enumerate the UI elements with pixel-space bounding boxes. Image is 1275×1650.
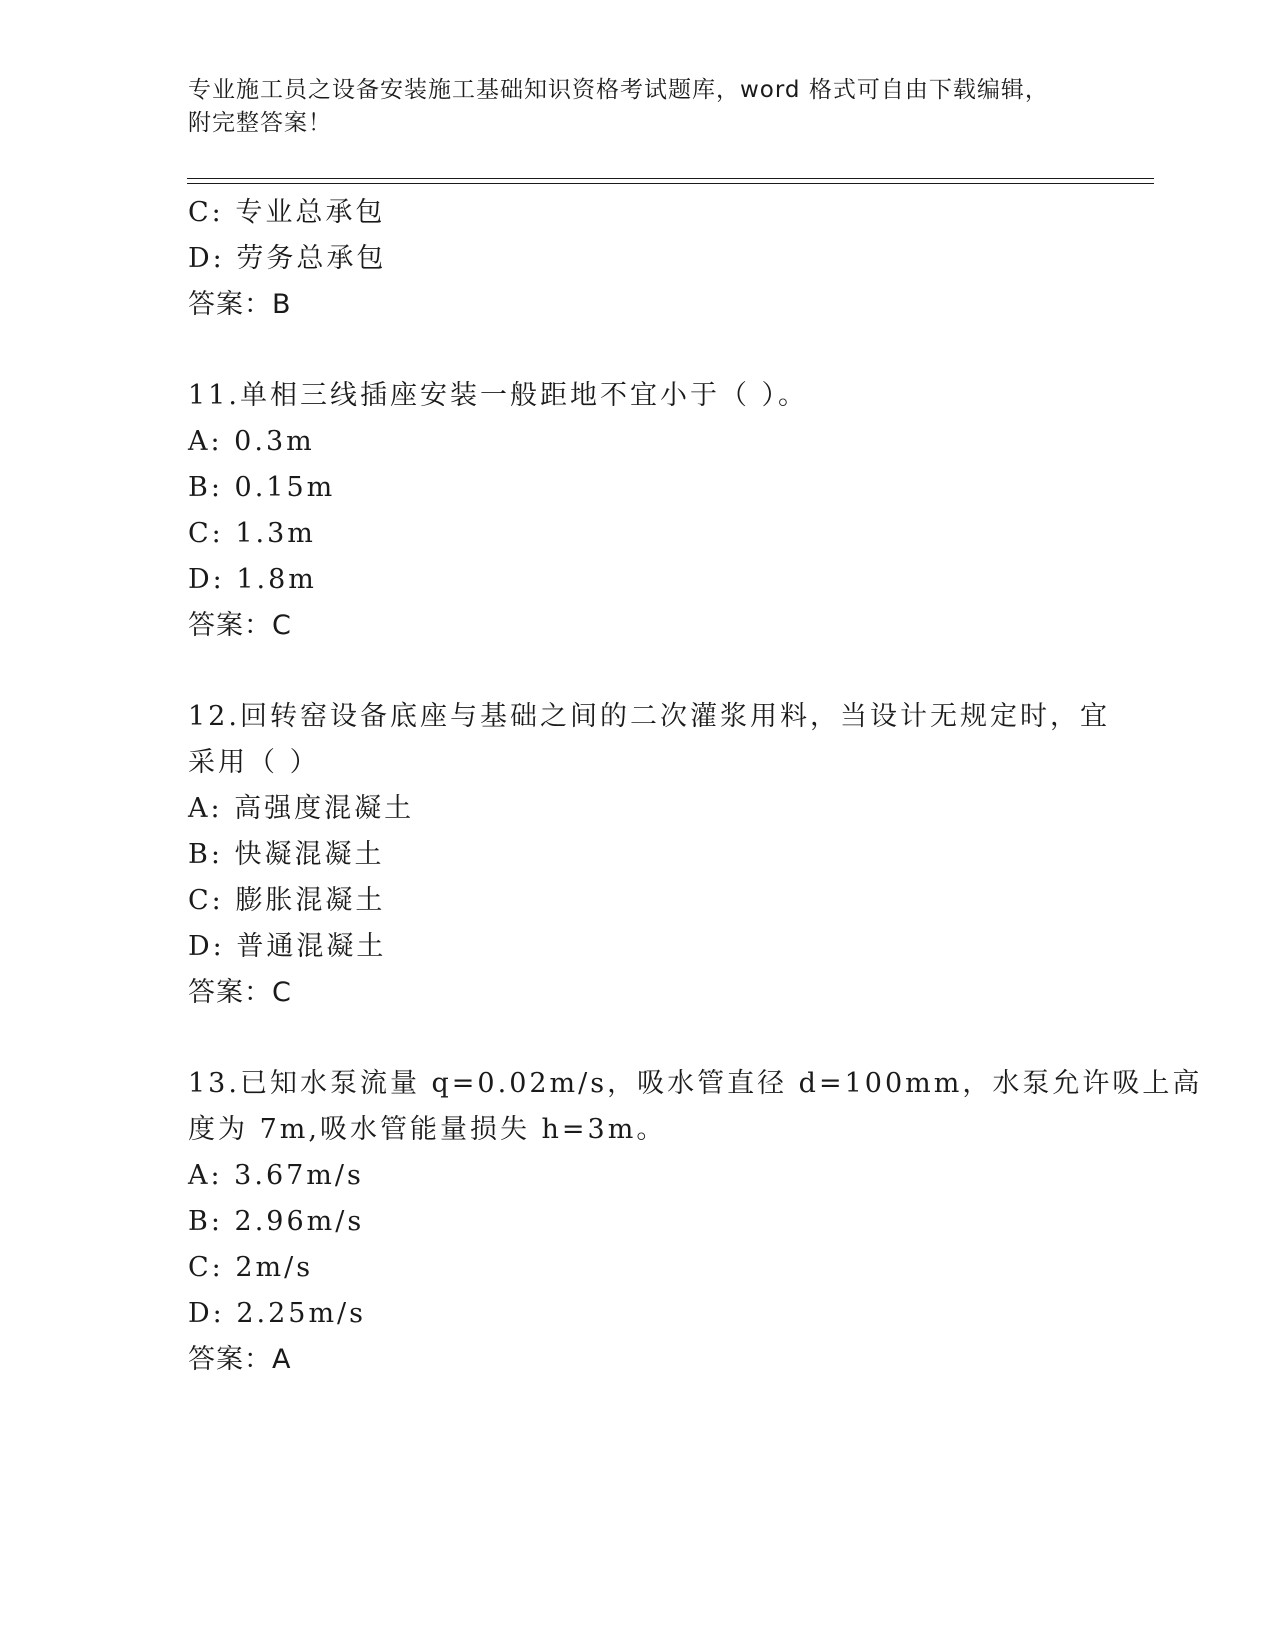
question-block-12: [188, 694, 1110, 1016]
option-a: A: 0.3m: [188, 426, 315, 457]
question-block-11: [188, 373, 1088, 649]
option-d: D: 1.8m: [188, 564, 317, 595]
option-c: C: 2m/s: [188, 1252, 314, 1283]
header-divider-bottom: [187, 183, 1154, 184]
question-text-line-1: 12.回转窑设备底座与基础之间的二次灌浆用料，当设计无规定时，宜: [188, 701, 1110, 732]
option-b: B: 快凝混凝土: [188, 839, 385, 870]
answer-line: 答案：A: [188, 1344, 292, 1375]
answer-line: 答案：C: [188, 977, 292, 1008]
option-c: C: 膨胀混凝土: [188, 885, 386, 916]
question-block-13: [188, 1061, 1203, 1383]
question-text-line-1: 13.已知水泵流量 q=0.02m/s，吸水管直径 d=100mm，水泵允许吸上高: [188, 1068, 1203, 1099]
option-c: C: 专业总承包: [188, 197, 386, 228]
option-a: A: 3.67m/s: [188, 1160, 364, 1191]
question-list: [188, 190, 1203, 1383]
option-d: D: 2.25m/s: [188, 1298, 366, 1329]
question-text: 11.单相三线插座安装一般距地不宜小于（ ）。: [188, 380, 809, 411]
question-block-10: [188, 190, 1088, 328]
spacer: [188, 328, 1088, 373]
option-d: D: 普通混凝土: [188, 931, 387, 962]
spacer: [188, 1016, 1088, 1061]
question-text-line-2: 采用（ ）: [188, 747, 320, 778]
option-a: A: 高强度混凝土: [188, 793, 415, 824]
option-d: D: 劳务总承包: [188, 243, 387, 274]
document-header: [188, 74, 1088, 140]
option-b: B: 0.15m: [188, 472, 336, 503]
header-divider-top: [187, 178, 1154, 179]
option-b: B: 2.96m/s: [188, 1206, 365, 1237]
spacer: [188, 649, 1088, 694]
header-line-2: 附完整答案！: [188, 110, 332, 136]
option-c: C: 1.3m: [188, 518, 316, 549]
answer-line: 答案：C: [188, 610, 292, 641]
answer-line: 答案：B: [188, 289, 292, 320]
question-text-line-2: 度为 7m,吸水管能量损失 h=3m。: [188, 1114, 667, 1145]
header-line-1: 专业施工员之设备安装施工基础知识资格考试题库，word 格式可自由下载编辑，: [188, 77, 1049, 103]
